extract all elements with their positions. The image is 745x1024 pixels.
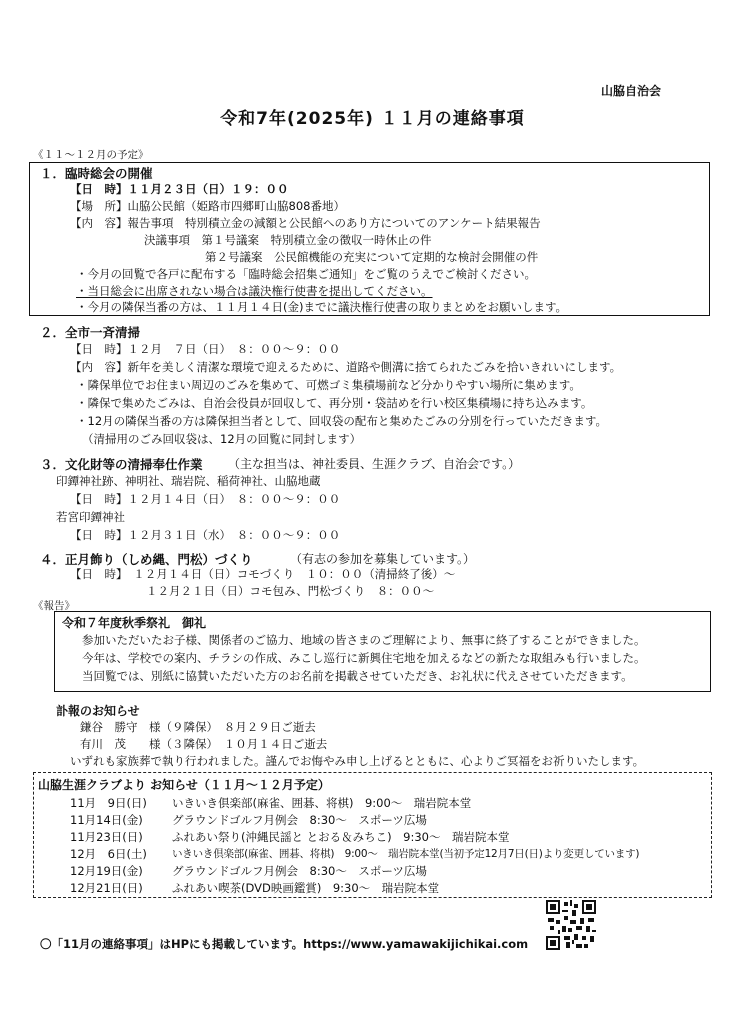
club-heading: 山脇生涯クラブより お知らせ（１１月～１２月予定） — [38, 778, 330, 792]
section3-heading-note: （主な担当は、神社委員、生涯クラブ、自治会です。） — [228, 457, 521, 471]
section1-note3: ・今月の隣保当番の方は、１１月１４日(金)までに議決権行使書の取りまとめをお願いします。 — [76, 300, 568, 314]
obituary-line2: 有川 茂 様（３隣保） １０月１４日ご逝去 — [80, 737, 328, 751]
section4-heading: ４．正月飾り（しめ縄、門松）づくり — [40, 552, 253, 567]
section1-note1: ・今月の回覧で各戸に配布する「臨時総会招集ご通知」をご覧のうえでご検討ください。 — [76, 267, 536, 281]
section4-heading-note: （有志の参加を募集しています。） — [290, 552, 476, 566]
section2-content: 【内 容】新年を美しく清潔な環境で迎えるために、道路や側溝に捨てられたごみを拾いきれいにします。 — [70, 360, 622, 374]
club-row-date: 12月21日(日) — [70, 881, 143, 895]
section3-heading: ３．文化財等の清掃奉仕作業 — [40, 457, 203, 472]
obituary-line3: いずれも家族葬で執り行われました。謹んでお悔やみ申し上げるとともに、心よりご冥福をお祈りいたします。 — [70, 754, 645, 768]
report-line2: 今年は、学校での案内、チラシの作成、みこし巡行に新興住宅地を加えるなどの新たな取組みも行いました。 — [82, 651, 646, 665]
section1-heading: １．臨時総会の開催 — [40, 166, 153, 181]
club-row-date: 12月 6日(土) — [70, 847, 147, 861]
report-line3: 当回覧では、別紙に協賛いただいた方のお名前を掲載させていただき、お礼状に代えさせていただきます。 — [82, 669, 633, 683]
section3-sites2: 若宮印鐔神社 — [56, 510, 125, 524]
section1-resolution1: 決議事項 第１号議案 特別積立金の徴収一時休止の件 — [144, 233, 432, 247]
report-label: 《報告》 — [33, 600, 75, 612]
organization-name: 山脇自治会 — [600, 84, 661, 98]
obituary-heading: 訃報のお知らせ — [56, 704, 140, 718]
section2-note3: ・12月の隣保当番の方は隣保担当者として、回収袋の配布と集めたごみの分別を行っていただきます。 — [76, 414, 607, 428]
obituary-line1: 鎌谷 勝守 様（９隣保） ８月２９日ご逝去 — [80, 720, 316, 734]
club-row-event: ふれあい祭り(沖縄民謡と とおる＆みちこ) 9:30～ 瑞岩院本堂 — [172, 830, 510, 844]
section3-date1: 【日 時】１２月１４日（日） ８：００～９：００ — [70, 492, 341, 506]
section1-place: 【場 所】山脇公民館（姫路市四郷町山脇808番地） — [70, 199, 345, 213]
section3-sites1: 印鐔神社跡、神明社、瑞岩院、稲荷神社、山脇地蔵 — [56, 474, 321, 488]
report-line1: 参加いただいたお子様、関係者のご協力、地域の皆さまのご理解により、無事に終了することができました。 — [82, 633, 646, 647]
section2-note2: ・隣保で集めたごみは、自治会役員が回収して、再分別・袋詰めを行い校区集積場に持ち込みます。 — [76, 396, 593, 410]
schedule-label: 《１１～１２月の予定》 — [33, 149, 149, 161]
club-row-event: いきいき倶楽部(麻雀、囲碁、将棋) 9:00～ 瑞岩院本堂(当初予定12月7日(日)より変更しています) — [172, 848, 640, 860]
club-row-event: グラウンドゴルフ月例会 8:30～ スポーツ広場 — [172, 813, 427, 827]
section2-date: 【日 時】１２月 ７日（日） ８：００～９：００ — [70, 342, 341, 356]
section1-resolution2: 第２号議案 公民館機能の充実について定期的な検討会開催の件 — [205, 250, 539, 264]
section4-date2: １２月２１日（日）コモ包み、門松づくり ８：００～ — [146, 584, 435, 598]
report-heading: 令和７年度秋季祭礼 御礼 — [62, 616, 207, 630]
club-row-date: 11月23日(日) — [70, 830, 143, 844]
club-row-event: ふれあい喫茶(DVD映画鑑賞) 9:30～ 瑞岩院本堂 — [172, 881, 440, 895]
club-row-date: 11月14日(金) — [70, 813, 143, 827]
club-row-date: 11月 9日(日) — [70, 796, 147, 810]
section2-heading: ２．全市一斉清掃 — [40, 325, 141, 340]
club-row-event: グラウンドゴルフ月例会 8:30～ スポーツ広場 — [172, 864, 427, 878]
footer-text[interactable]: 〇「11月の連絡事項」はHPにも掲載しています。https://www.yamawakijichikai.com — [40, 937, 529, 951]
section2-note1: ・隣保単位でお住まい周辺のごみを集めて、可燃ゴミ集積場前など分かりやすい場所に集めます。 — [76, 378, 581, 392]
section2-note4: （清掃用のごみ回収袋は、12月の回覧に同封します） — [82, 432, 362, 446]
section1-content: 【内 容】報告事項 特別積立金の減額と公民館へのあり方についてのアンケート結果報告 — [70, 216, 541, 230]
section4-date1: 【日 時】 １２月１４日（日）コモづくり １０：００（清掃終了後）～ — [70, 567, 456, 581]
section1-note2: ・当日総会に出席されない場合は議決権行使書を提出してください。 — [76, 284, 433, 298]
section3-date2: 【日 時】１２月３１日（水） ８：００～９：００ — [70, 528, 341, 542]
club-row-event: いきいき倶楽部(麻雀、囲碁、将棋) 9:00～ 瑞岩院本堂 — [172, 796, 472, 810]
club-row-date: 12月19日(金) — [70, 864, 143, 878]
page-title: 令和7年(2025年) １１月の連絡事項 — [220, 109, 525, 129]
qr-code-icon[interactable] — [546, 900, 596, 950]
section1-date: 【日 時】１１月２３日（日）１９：００ — [70, 182, 289, 196]
